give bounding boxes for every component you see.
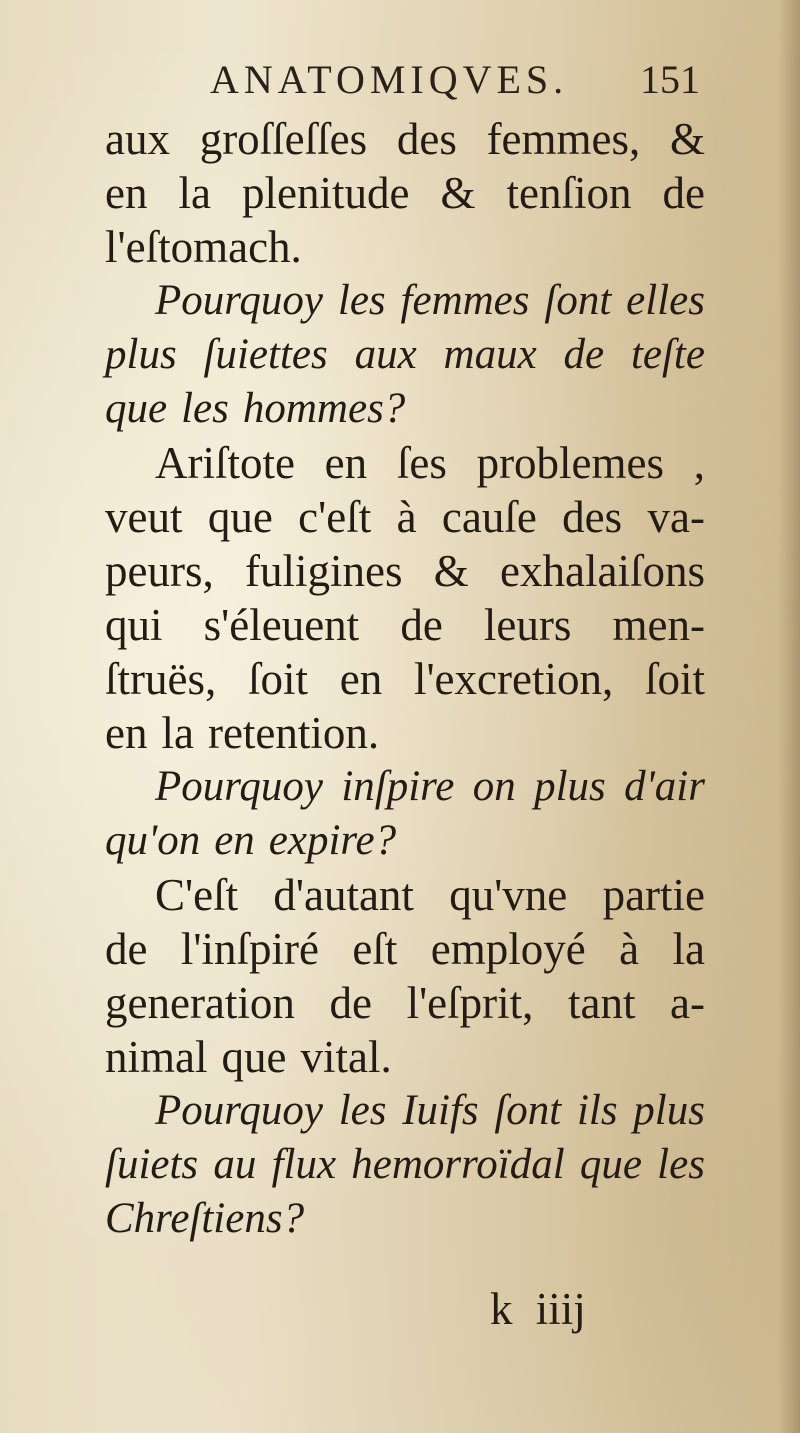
text-line: l'eſtomach. (105, 222, 302, 272)
page-header (0, 56, 800, 106)
text-line: nimal que vital. (105, 1032, 392, 1082)
text-line: peurs, fuligines & exhalaiſons (105, 546, 705, 596)
question-line: Pourquoy les femmes ſont elles (155, 277, 705, 324)
question-line: Chreſtiens? (105, 1195, 305, 1242)
text-line: veut que c'eſt à cauſe des va- (105, 492, 705, 542)
text-line: en la plenitude & tenſion de (105, 168, 705, 218)
page-edge-shadow (778, 0, 800, 1433)
body-text (105, 112, 705, 1246)
question-line: que les hommes? (105, 385, 406, 432)
running-title: ANATOMIQVES. (210, 57, 569, 102)
question-line: Pourquoy inſpire on plus d'air (155, 763, 705, 810)
text-line: Ariſtote en ſes problemes , (155, 438, 705, 488)
question-line: qu'on en expire? (105, 817, 397, 864)
text-line: de l'inſpiré eſt employé à la (105, 924, 705, 974)
signature-mark: k iiij (490, 1284, 586, 1334)
text-line: qui s'éleuent de leurs men- (105, 600, 705, 650)
question-line: plus ſuiettes aux maux de teſte (105, 331, 705, 378)
text-line: generation de l'eſprit, tant a- (105, 978, 705, 1028)
text-line: aux groſſeſſes des femmes, & (105, 114, 705, 164)
text-line: C'eſt d'autant qu'vne partie (155, 870, 705, 920)
question-line: ſuiets au flux hemorroïdal que les (105, 1141, 705, 1188)
text-line: ſtruës, ſoit en l'excretion, ſoit (105, 654, 705, 704)
question-line: Pourquoy les Iuifs ſont ils plus (155, 1087, 705, 1134)
page-number: 151 (640, 57, 700, 102)
text-line: en la retention. (105, 708, 380, 758)
